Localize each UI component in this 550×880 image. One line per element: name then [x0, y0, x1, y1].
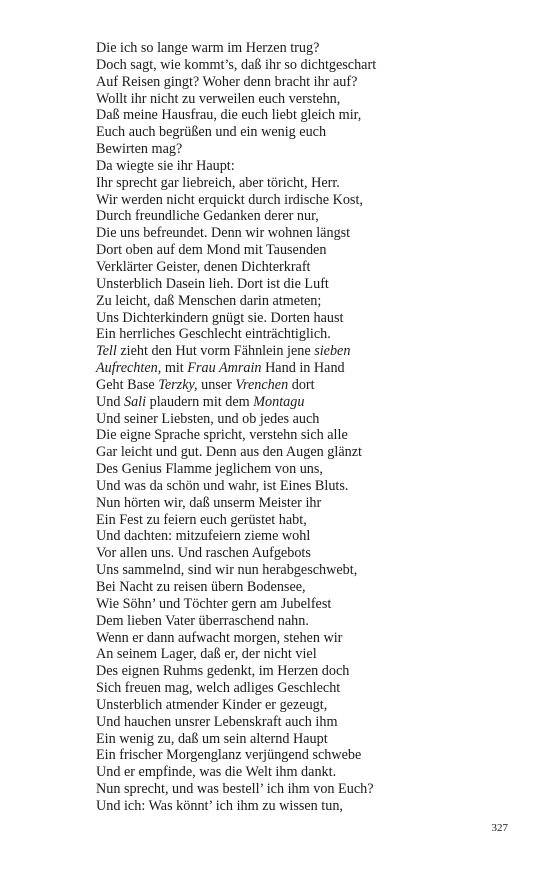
verse-segment: Wir werden nicht erquickt durch irdische Kost, [96, 191, 363, 208]
verse-italic-segment: Sali [123, 393, 147, 410]
verse-segment: Unsterblich Dasein lieh. Dort ist die Luft [96, 275, 329, 292]
verse-segment: Des Genius Flamme jeglichem von uns, [96, 461, 323, 478]
verse-line [96, 91, 516, 108]
verse-line [96, 663, 516, 680]
verse-line [96, 764, 516, 781]
verse-line [96, 798, 516, 815]
verse-line [96, 74, 516, 91]
verse-segment: Hand in Hand [261, 360, 345, 377]
verse-line [96, 326, 516, 343]
verse-segment: Bewirten mag? [96, 141, 183, 158]
verse-line [96, 141, 516, 158]
poem-text [96, 40, 516, 815]
verse-line [96, 175, 516, 192]
verse-segment: Unsterblich atmender Kinder er gezeugt, [96, 696, 328, 713]
verse-line [96, 630, 516, 647]
verse-segment: Bei Nacht zu reisen übern Bodensee, [96, 579, 306, 595]
verse-segment: Daß meine Hausfrau, die euch liebt gleich mir, [96, 107, 362, 124]
verse-segment: Ein herrliches Geschlecht einträchtiglich. [96, 326, 331, 343]
verse-line [96, 697, 516, 714]
verse-line [96, 377, 516, 394]
verse-line [96, 394, 516, 411]
verse-segment: Ihr sprecht gar liebreich, aber töricht, Herr. [96, 174, 340, 191]
verse-segment: Nun sprecht, und was bestell’ ich ihm von Euch? [96, 781, 374, 798]
verse-segment: Die uns befreundet. Denn wir wohnen längst [96, 225, 351, 242]
verse-segment: Und ich: Was könnt’ ich ihm zu wissen tun, [96, 797, 343, 814]
verse-italic-segment: Vrenchen [235, 376, 289, 393]
verse-line [96, 562, 516, 579]
verse-italic-segment: Montagu [253, 393, 305, 410]
verse-line [96, 293, 516, 310]
verse-line [96, 107, 516, 124]
verse-segment: zieht den Hut vorm Fähnlein jene [116, 343, 315, 360]
verse-line [96, 714, 516, 731]
page-number: 327 [491, 822, 508, 834]
verse-line [96, 461, 516, 478]
verse-segment: Zu leicht, daß Menschen darin atmeten; [96, 292, 322, 309]
verse-segment: Ein frischer Morgenglanz verjüngend schwebe [96, 747, 362, 764]
verse-segment: Und er empfinde, was die Welt ihm dankt. [96, 764, 337, 781]
verse-segment: unser [197, 376, 236, 393]
verse-italic-segment: Aufrechten, [96, 360, 162, 377]
verse-segment: Ein wenig zu, daß um sein alternd Haupt [96, 730, 328, 747]
verse-segment: Verklärter Geister, denen Dichterkraft [96, 258, 311, 275]
verse-segment: Die eigne Sprache spricht, verstehn sich alle [96, 427, 348, 444]
verse-segment: Wollt ihr nicht zu verweilen euch verstehn, [96, 90, 341, 107]
verse-segment: Uns Dichterkindern gnügt sie. Dorten haust [96, 309, 344, 326]
verse-line [96, 596, 516, 613]
verse-line [96, 613, 516, 630]
verse-line [96, 495, 516, 512]
verse-segment: Dem lieben Vater überraschend nahn. [96, 612, 309, 629]
verse-segment: Sich freuen mag, welch adliges Geschlecht [96, 680, 341, 697]
verse-line [96, 512, 516, 529]
verse-line [96, 528, 516, 545]
verse-line [96, 781, 516, 798]
verse-line [96, 360, 516, 377]
verse-segment: Nun hörten wir, daß unserm Meister ihr [96, 494, 322, 511]
verse-line [96, 444, 516, 461]
verse-italic-segment: Frau Amrain [187, 360, 262, 377]
verse-line [96, 158, 516, 175]
verse-segment: Ein Fest zu feiern euch gerüstet habt, [96, 511, 307, 528]
verse-line [96, 579, 516, 596]
verse-segment: An seinem Lager, daß er, der nicht viel [96, 646, 317, 663]
verse-segment: plaudern mit dem [146, 393, 254, 410]
verse-segment: Wie Söhn’ und Töchter gern am Jubelfest [96, 595, 332, 612]
verse-segment: Geht Base [96, 376, 159, 393]
verse-segment: Die ich so lange warm im Herzen trug? [96, 40, 320, 56]
verse-segment: Und hauchen unsrer Lebenskraft auch ihm [96, 713, 338, 730]
verse-line [96, 259, 516, 276]
verse-segment: Euch auch begrüßen und ein wenig euch [96, 124, 327, 141]
verse-segment: Und dachten: mitzufeiern zieme wohl [96, 528, 311, 545]
verse-line [96, 310, 516, 327]
verse-line [96, 242, 516, 259]
verse-segment: Des eignen Ruhms gedenkt, im Herzen doch [96, 663, 350, 680]
verse-segment: Vor allen uns. Und raschen Aufgebots [96, 545, 311, 562]
verse-segment: Dort oben auf dem Mond mit Tausenden [96, 242, 327, 259]
verse-italic-segment: Tell [96, 343, 117, 360]
verse-line [96, 225, 516, 242]
verse-line [96, 343, 516, 360]
verse-italic-segment: sieben [314, 343, 351, 360]
verse-line [96, 411, 516, 428]
verse-line [96, 40, 516, 57]
verse-segment: Doch sagt, wie kommt’s, daß ihr so dichtgeschart [96, 56, 377, 73]
verse-line [96, 731, 516, 748]
verse-line [96, 427, 516, 444]
verse-segment: Und was da schön und wahr, ist Eines Bluts. [96, 477, 349, 494]
verse-segment: Und [96, 393, 124, 410]
verse-italic-segment: Terzky, [158, 376, 198, 393]
verse-segment: Uns sammelnd, sind wir nun herabgeschwebt, [96, 562, 358, 579]
verse-segment: mit [161, 360, 188, 377]
verse-line [96, 747, 516, 764]
verse-line [96, 124, 516, 141]
verse-line [96, 192, 516, 209]
verse-line [96, 478, 516, 495]
verse-line [96, 646, 516, 663]
verse-segment: Durch freundliche Gedanken derer nur, [96, 208, 319, 225]
verse-line [96, 680, 516, 697]
verse-line [96, 545, 516, 562]
verse-segment: dort [288, 376, 315, 393]
verse-segment: Auf Reisen gingt? Woher denn bracht ihr auf? [96, 73, 358, 90]
verse-line [96, 276, 516, 293]
verse-segment: Gar leicht und gut. Denn aus den Augen glänzt [96, 444, 362, 461]
verse-line [96, 208, 516, 225]
verse-segment: Und seiner Liebsten, und ob jedes auch [96, 410, 320, 427]
verse-line [96, 57, 516, 74]
verse-segment: Da wiegte sie ihr Haupt: [96, 157, 235, 174]
verse-segment: Wenn er dann aufwacht morgen, stehen wir [96, 629, 343, 646]
